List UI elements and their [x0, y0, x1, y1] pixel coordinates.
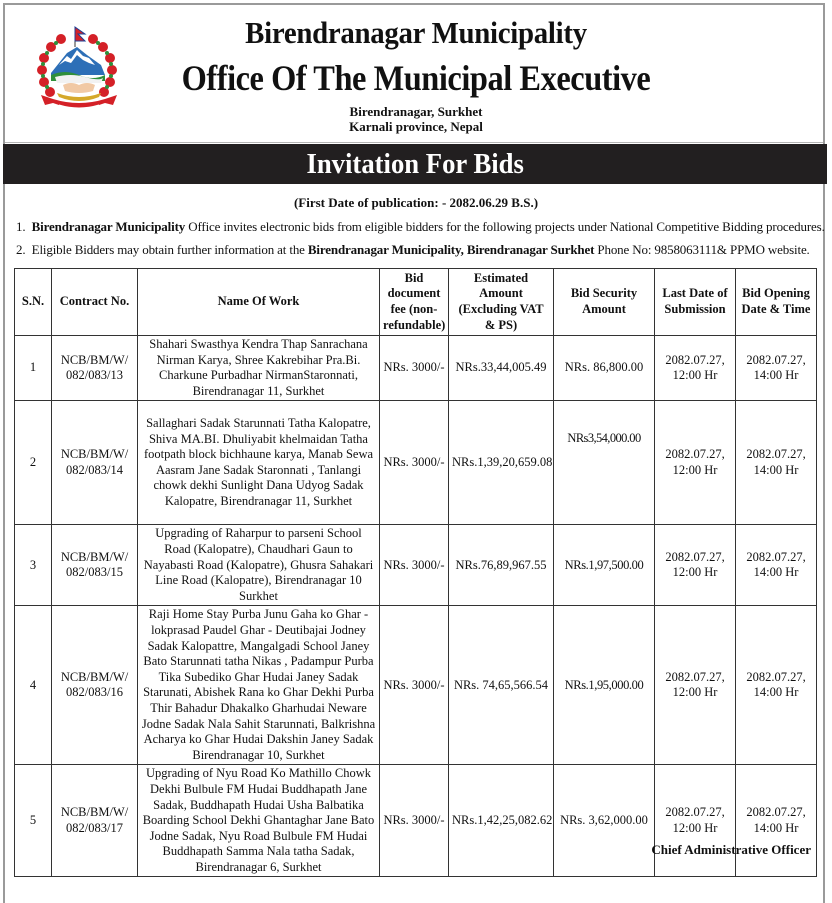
column-header-estimated-amount: Estimated Amount (Excluding VAT & PS): [449, 269, 554, 336]
cell-bid-document-fee: NRs. 3000/-: [380, 401, 449, 525]
column-header-bid-document-fee: Bid document fee (non-refundable): [380, 269, 449, 336]
table-row: [15, 401, 817, 525]
table-row: [15, 336, 817, 401]
table-row: [15, 525, 817, 606]
notice-page: [3, 3, 825, 903]
opening-date-line-1: 2082.07.27,: [746, 447, 806, 462]
table-row: [15, 765, 817, 877]
address-line-1: Birendranagar, Surkhet: [349, 104, 483, 119]
signatory-title: Chief Administrative Officer: [651, 842, 811, 857]
cell-last-date: [655, 336, 736, 401]
paragraph-number: 1.: [16, 219, 26, 234]
letterhead: [5, 5, 823, 143]
column-header-bid-security: Bid Security Amount: [554, 269, 655, 336]
cell-last-date: [655, 401, 736, 525]
last-date-line-2: 12:00 Hr: [672, 368, 718, 383]
cell-last-date: [655, 525, 736, 606]
publication-date: (First Date of publication: - 2082.06.29 B.S.): [293, 195, 539, 210]
cell-sn: 2: [15, 401, 52, 525]
cell-bid-document-fee: NRs. 3000/-: [380, 525, 449, 606]
notice-title-banner: [3, 144, 827, 184]
cell-bid-security: NRs3,54,000.00: [554, 401, 655, 525]
cell-estimated-amount: NRs. 74,65,566.54: [449, 606, 554, 765]
contract-no-line-2: 082/083/17: [66, 820, 123, 835]
last-date-line-1: 2082.07.27,: [665, 805, 725, 820]
cell-bid-document-fee: NRs. 3000/-: [380, 336, 449, 401]
last-date-line-2: 12:00 Hr: [672, 685, 718, 700]
opening-date-line-1: 2082.07.27,: [746, 669, 806, 684]
cell-opening-date: [736, 606, 817, 765]
opening-date-line-1: 2082.07.27,: [746, 805, 806, 820]
column-header-contract-no: Contract No.: [52, 269, 138, 336]
cell-contract-no: [52, 606, 138, 765]
opening-date-line-1: 2082.07.27,: [746, 352, 806, 367]
last-date-line-1: 2082.07.27,: [665, 549, 725, 564]
cell-name-of-work: Raji Home Stay Purba Junu Gaha ko Ghar -lokprasad Paudel Ghar - Deutibajai Jodney Sadak Kalopattre, Mangalgadi School Janey Bato Starunnati tatha Nikas , Padampur Purba Tika Subediko Ghar Hudai Janey Sadak Starunati, Abishek Rana ko Ghar Dekhi Purba Thir Bahadur Dhakalko Gharhudai Neware Jodne Sadak Nala Sahit Starunnati, Balkrishna Acharya ko Ghar Hudai Dakshin Janey Sadak Birendranagar 10, Surkhet: [138, 606, 380, 765]
opening-date-line-1: 2082.07.27,: [746, 549, 806, 564]
paragraph-bold-text: Birendranagar Municipality, Birendranagar Surkhet: [307, 242, 595, 257]
bids-table: [14, 268, 817, 877]
last-date-line-2: 12:00 Hr: [672, 820, 718, 835]
contract-no-line-2: 082/083/15: [66, 565, 123, 580]
cell-opening-date: [736, 525, 817, 606]
column-header-opening-date: Bid Opening Date & Time: [736, 269, 817, 336]
last-date-line-2: 12:00 Hr: [672, 462, 718, 477]
last-date-line-1: 2082.07.27,: [665, 352, 725, 367]
cell-sn: 5: [15, 765, 52, 877]
cell-sn: 4: [15, 606, 52, 765]
cell-bid-document-fee: NRs. 3000/-: [380, 765, 449, 877]
cell-opening-date: [736, 765, 817, 877]
contract-no-line-1: NCB/BM/W/: [60, 805, 129, 820]
office-name: Office Of The Municipal Executive: [181, 58, 651, 98]
column-header-sn: S.N.: [15, 269, 52, 336]
cell-contract-no: [52, 765, 138, 877]
notice-title: Invitation For Bids: [306, 148, 524, 180]
last-date-line-2: 12:00 Hr: [672, 565, 718, 580]
contract-no-line-2: 082/083/16: [66, 685, 123, 700]
cell-estimated-amount: NRs.33,44,005.49: [449, 336, 554, 401]
last-date-line-1: 2082.07.27,: [665, 447, 725, 462]
cell-opening-date: [736, 336, 817, 401]
cell-bid-security: NRs. 3,62,000.00: [554, 765, 655, 877]
paragraph-text: Office invites electronic bids from eligible bidders for the following projects under National Competitive Bidding procedures.: [185, 219, 825, 234]
contract-no-line-2: 082/083/14: [66, 462, 123, 477]
contract-no-line-1: NCB/BM/W/: [60, 352, 129, 367]
paragraph-text: Phone No: 9858063111& PPMO website.: [594, 242, 810, 257]
cell-contract-no: [52, 336, 138, 401]
cell-contract-no: [52, 401, 138, 525]
paragraph-bold-text: Birendranagar Municipality: [31, 219, 186, 234]
contract-no-line-1: NCB/BM/W/: [60, 669, 129, 684]
cell-estimated-amount: NRs.1,42,25,082.62: [449, 765, 554, 877]
contract-no-line-1: NCB/BM/W/: [60, 549, 129, 564]
cell-name-of-work: Upgrading of Raharpur to parseni School Road (Kalopatre), Chaudhari Gaun to Nayabasti Road (Kalopatre), Ghusra Sahakari Line Road (Kalopatre), Birendranagar 10 Surkhet: [138, 525, 380, 606]
organization-name: Birendranagar Municipality: [245, 15, 587, 50]
paragraph-number: 2.: [16, 242, 26, 257]
contract-no-line-1: NCB/BM/W/: [60, 447, 129, 462]
cell-estimated-amount: NRs.76,89,967.55: [449, 525, 554, 606]
opening-date-line-2: 14:00 Hr: [753, 462, 799, 477]
cell-bid-security: NRs.1,97,500.00: [554, 525, 655, 606]
address-line-2: Karnali province, Nepal: [349, 119, 483, 134]
paragraph-1: [16, 219, 825, 235]
cell-contract-no: [52, 525, 138, 606]
last-date-line-1: 2082.07.27,: [665, 669, 725, 684]
contract-no-line-2: 082/083/13: [66, 368, 123, 383]
paragraph-2: [16, 242, 810, 258]
cell-name-of-work: Upgrading of Nyu Road Ko Mathillo Chowk Dekhi Bulbule FM Hudai Buddhapath Jane Sadak, Buddhapath Hudai Usha Balbatika Boarding School Dekhi Ghantaghar Jane Bato Jodne Sadak, Nyu Road Bulbule FM Hudai Buddhapath Samma Nala tatha Sadak, Birendranagar 6, Surkhet: [138, 765, 380, 877]
cell-name-of-work: Shahari Swasthya Kendra Thap Sanrachana Nirman Karya, Shree Kakrebihar Pra.Bi. Charkune Purbadhar NirmanStaronnati, Birendranagar 11, Surkhet: [138, 336, 380, 401]
opening-date-line-2: 14:00 Hr: [753, 565, 799, 580]
table-row: [15, 606, 817, 765]
cell-last-date: [655, 765, 736, 877]
table-header-row: [15, 269, 817, 336]
cell-sn: 3: [15, 525, 52, 606]
opening-date-line-2: 14:00 Hr: [753, 685, 799, 700]
column-header-last-date: Last Date of Submission: [655, 269, 736, 336]
opening-date-line-2: 14:00 Hr: [753, 368, 799, 383]
cell-sn: 1: [15, 336, 52, 401]
cell-opening-date: [736, 401, 817, 525]
cell-bid-security: NRs. 86,800.00: [554, 336, 655, 401]
cell-name-of-work: Sallaghari Sadak Starunnati Tatha Kalopatre, Shiva MA.BI. Dhuliyabit khelmaidan Tatha footpath block bichhaune karya, Manab Sewa Aasram Jane Sadak Staronnati , Tanlangi chowk dekhi Sunlight Dana Udyog Sadak Kalopatre, Birendranagar 11, Surkhet: [138, 401, 380, 525]
cell-bid-security: NRs.1,95,000.00: [554, 606, 655, 765]
cell-estimated-amount: NRs.1,39,20,659.08: [449, 401, 554, 525]
paragraph-text: Eligible Bidders may obtain further information at the: [31, 242, 308, 257]
column-header-name-of-work: Name Of Work: [138, 269, 380, 336]
cell-last-date: [655, 606, 736, 765]
opening-date-line-2: 14:00 Hr: [753, 820, 799, 835]
cell-bid-document-fee: NRs. 3000/-: [380, 606, 449, 765]
